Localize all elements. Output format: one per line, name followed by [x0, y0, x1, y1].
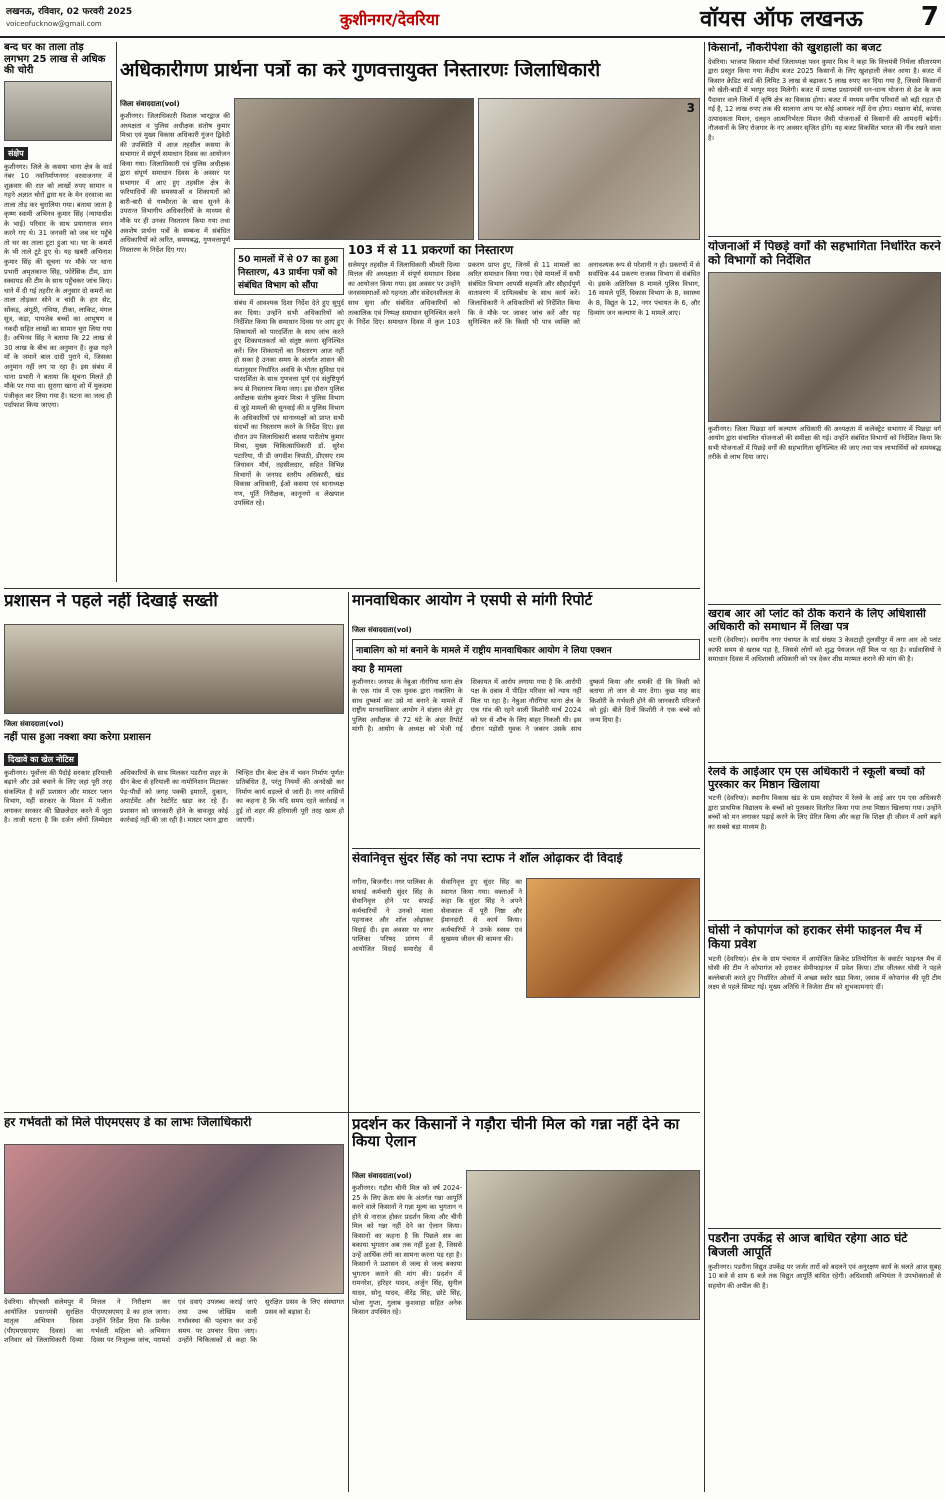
main-body-3: सलेमपुर तहसील में जिलाधिकारी श्रीमती दिव्या मित्तल की अध्यक्षता में संपूर्ण समाधान दिवस का आयोजन किया गया। इस अवसर पर उन्होंने जनसमस्याओं को गहनता और संवेदनशीलता के साथ सुना और संबंधित अधिकारियों को तत्कालिक एवं निष्पक्ष समाधान सुनिश्चित करने के निर्देश दिए। समाधान दिवस में कुल 103 प्रकरण प्राप्त हुए, जिनमें से 11 मामलों का त्वरित समाधान किया गया। ऐसे मामलों में सभी संबंधित विभाग आपसी सहमति और सौहार्दपूर्ण वातावरण में दायित्वबोध के साथ कार्य करें। जिलाधिकारी ने अधिकारियों को निर्देशित किया कि वे मौके पर जाकर जांच करें और यह सुनिश्चित करें कि किसी भी पात्र व्यक्ति को अनावश्यक रूप से परेशानी न हो। प्रकरणों में से सर्वाधिक 44 प्रकरण राजस्व विभाग से संबंधित थे। इसके अतिरिक्त 8 मामले पुलिस विभाग, 16 मामले पूर्ति, विकास विभाग के 8, स्वास्थ्य के 8, विद्युत के 12, नगर पंचायत के 6, और दिव्यांग जन कल्याण के 1 मामले आए। [348, 260, 700, 327]
side-power-body: कुशीनगर। पडरौना विद्युत उपकेंद्र पर जर्जर तारों को बदलने एवं अनुरक्षण कार्य के चलते आज सुबह 10 बजे से शाम 6 बजे तक विद्युत आपूर्ति बाधित रहेगी। अधिशासी अभियंता ने उपभोक्ताओं से सहयोग की अपील की है। [708, 1262, 941, 1290]
left-brief-body: कुशीनगर। जिले के कसया थाना क्षेत्र के वार्ड नंबर 10 नवनिर्माणनगर वरवाजनगर में शुक्रवार की रात को लाखों रुपए सामान व गहने अज्ञात चोरों द्वारा घर के मेन दरवाजा का ताला तोड़ कर चुरालिया गया। बताया जाता है कृष्ण स्वामी अभिनव कुमार सिंह (न्यायाधीश के भाई) परिवार के साथ प्रयागराज स्नान करने गए थे। 31 जनवरी को जब घर पहुँचे तो घर का ताला टूटा हुआ था। घर के कमरों के भी ताले टूटे हुए थे। यह खबरी अभिनाश कुमार सिंह की सूचना पर मौके पर थाना प्रभारी अमृतकान्त सिंह, फोरेंसिक टीम, डाग स्क्वायड की टीम के साथ पहुँचकर जांच किए। थाने में दी गई तहरीर के अनुसार दो कमरों का ताला तोड़कर सोने व चांदी के हार सेट, सोंकड़, अंगूठी, नथिया, टीका, लाकिट, मंगल सूत्र, कड़ा, पायजेब बच्चों का आभूषण व नकदी सहित लाखों का सामान चुरा लिया गया है। अभिनव सिंह ने बताया कि 22 लाख से 30 लाख के बीच का अनुमान है। कुछ गहने माँ के जमाने बाल दादी पुराने थे, जिसका अनुमान नहीं लग पा रहा है। इस संबंध में थाना प्रभारी ने बताया कि सूचना मिलते ही मौके पर गया था। सुरागा खाना शो में मुकदमा पंजीकृत कर लिया गया है। घटना का जल्द ही पर्दाफाश किया जाएगा। [4, 162, 112, 410]
farewell-body: नगीना, बिजनौर। नगर पालिका के सफाई कर्मचारी सुंदर सिंह के सेवानिवृत्त होने पर सफाई कर्मचारियों ने उनको माला पहनाकर और शॉल ओढ़ाकर विदाई दी। इस अवसर पर नगर पालिका परिषद प्रांगण में आयोजित विदाई समारोह में सेवानिवृत्त हुए सुंदर सिंह का स्वागत किया गया। वक्ताओं ने कहा कि सुंदर सिंह ने अपने सेवाकाल में पूरी निष्ठा और ईमानदारी से कार्य किया। कर्मचारियों ने उनके स्वस्थ एवं सुखमय जीवन की कामना की। [352, 878, 522, 953]
side-mid-headline: योजनाओं में पिछड़े वर्गों की सहभागिता निर्धारित करने को विभागों को निर्देशित [708, 240, 941, 267]
admin-headline-wrap [4, 592, 344, 622]
side-top-headline: किसानों, नौकरीपेशा की खुशहाली का बजट [708, 42, 882, 54]
side-mid-body: कुशीनगर। जिला पिछड़ा वर्ग कल्याण अधिकारी की अध्यक्षता में कलेक्ट्रेट सभागार में पिछड़ा वर्ग आयोग द्वारा संचालित योजनाओं की समीक्षा की गई। उन्होंने संबंधित विभागों को निर्देशित किया कि सभी योजनाओं में पिछड़े वर्गों की सहभागिता सुनिश्चित की जाए तथा पात्र लाभार्थियों को समयबद्ध तरीके से लाभ दिया जाए। [708, 424, 941, 462]
main-col-3 [348, 244, 700, 582]
rights-body: कुशीनगर। जनपद के नेबुआ नौरंगिया थाना क्षेत्र के एक गांव में एक युवक द्वारा नाबालिग के साथ दुष्कर्म कर उसे मां बनाने के मामले में राष्ट्रीय मानवाधिकार आयोग ने संज्ञान लेते हुए पुलिस अधीक्षक से 72 घंटे के अंदर रिपोर्ट मांगी है। आयोग के अध्यक्ष को भेजी गई शिकायत में आरोप लगाया गया है कि आरोपी पक्ष के दबाव में पीड़ित परिवार को न्याय नहीं मिल पा रहा है। नेबुआ नौरंगिया थाना क्षेत्र के एक गांव की रहने वाली किशोरी मार्च 2024 को घर से शौच के लिए बाहर निकली थी। इस दौरान पड़ोसी युवक ने जबरन उसके साथ दुष्कर्म किया और धमकी दी कि किसी को बताया तो जान से मार देगा। कुछ माह बाद किशोरी के गर्भवती होने की जानकारी परिजनों को हुई। बीते दिनों किशोरी ने एक बच्चे को जन्म दिया है। [352, 677, 700, 734]
protest-byline: जिला संवाददाता(vol) [352, 1172, 412, 1180]
rights-body-wrap [352, 624, 700, 844]
dateline: लखनऊ, रविवार, 02 फरवरी 2025 [6, 7, 133, 17]
main-byline: जिला संवाददाता(vol) [120, 100, 180, 108]
rights-byline: जिला संवाददाता(vol) [352, 626, 412, 634]
left-brief-photo [4, 81, 112, 141]
farewell-body-wrap [352, 878, 522, 1104]
main-photo-officials [478, 98, 700, 240]
side-sport-headline: घोसी ने कोपागंज को हराकर सेमी फाइनल मैच में किया प्रवेश [708, 924, 922, 951]
left-brief-headline: बन्द घर का ताला तोड़ लगभग 25 लाख से अधिक की चोरी [4, 42, 106, 76]
pmsma-body: देवरिया। सीएचसी सलेमपुर में आयोजित प्रधानमंत्री सुरक्षित मातृत्व अभियान दिवस (पीएमएसएमए दिवस) का शनिवार को जिलाधिकारी दिव्या मित्तल ने निरीक्षण कर पीएमएसएमए डे का हाल जाना। उन्होंने निर्देश दिया कि प्रत्येक गर्भवती महिला को अभियान दिवस पर निःशुल्क जांच, परामर्श एवं दवाएं उपलब्ध कराई जाएं तथा उच्च जोखिम वाली गर्भावस्था की पहचान कर उन्हें समय पर उपचार दिया जाए। उन्होंने चिकित्सकों से कहा कि सुरक्षित प्रसव के लिए संस्थागत प्रसव को बढ़ावा दें। [4, 1298, 344, 1345]
pmsma-headline-wrap [4, 1116, 344, 1142]
brief-tag: संक्षेप [4, 147, 28, 160]
side-railway-headline: खराब आर ओ प्लांट को ठीक कराने के लिए अधिशासी अधिकारी को समाधान में लिखा पत्र [708, 608, 926, 633]
pmsma-body-wrap [4, 1298, 344, 1494]
main-body-2: संबंध में आवश्यक दिशा निर्देश देते हुए सुपुर्द कर दिया। उन्होंने सभी अधिकारियों को निर्देशित किया कि समाधान दिवस पर आए हुए शिकायतों को पारदर्शिता के साथ जांच करते हुए शिकायतकर्ता को संतुष्ट करना सुनिश्चित करें। जिन शिकायतों का निस्तारण आज नहीं हो सका है उनका समय के अंतर्गत शासन की मंशानुसार निर्धारित अवधि के भीतर सुविधा एवं पारदर्शिता के साथ गुणवत्ता पूर्ण एवं संतुष्टिपूर्ण रूप से निस्तारण किया जाए। इस दौरान पुलिस अधीक्षक संतोष कुमार मिश्रा ने पुलिस विभाग से जुड़े मामलों की सुनवाई की व पुलिस विभाग के अधिकारियों एवं थानाध्यक्षों को प्राप्त सभी संदर्भों का निस्तारण करने के निर्देश दिए। इस दौरान उप जिलाधिकारी कसया पारीतोष कुमार मिश्रा, मुख्य चिकित्साधिकारी डॉ. सुरेश पटारिया, पी डी जगदीश त्रिपाठी, डीएसए राम जियावन मौर्य, तहसीलदार, सहित विभिन्न विभागों के जनपद स्तरीय अधिकारी, खंड विकास अधिकारी, ईओ कसया एवं थानाध्यक्ष गण, पूर्ति निरीक्षक, कानूनगो व लेखपाल उपस्थित रहे। [234, 299, 344, 508]
side-power-headline: पडरौना उपकेंद्र से आज बाधित रहेगा आठ घंटे बिजली आपूर्ति [708, 1232, 908, 1259]
email: voiceofucknow@gmail.com [6, 20, 102, 28]
main-pullquote: 50 मामलों में से 07 का हुआ निस्तारण, 43 प्रार्थना पत्रों को संबंधित विभाग को सौंपा [234, 248, 344, 295]
page-number: 7 [920, 2, 939, 32]
side-power [708, 1232, 941, 1492]
protest-photo [466, 1170, 700, 1320]
farewell-photo [526, 878, 700, 998]
side-rpf-body: भटनी (देवरिया)। स्थानीय विकास खंड के ग्राम साहोपार में रेलवे के आई आर एम एस अधिकारी द्वारा प्राथमिक विद्यालय के बच्चों को पुरस्कार वितरित किया गया तथा मिष्ठान खिलाया गया। उन्होंने बच्चों को मन लगाकर पढ़ाई करने के लिए प्रेरित किया और कहा कि शिक्षा ही जीवन में आगे बढ़ने का सबसे बड़ा माध्यम है। [708, 794, 941, 831]
protest-body: कुशीनगर। गड़ौरा चीनी मिल को वर्ष 2024-25 के लिए क्रेता संघ के अंतर्गत गन्ना आपूर्ति करने वाले किसानों ने गन्ना मूल्य का भुगतान न होने से नाराज होकर प्रदर्शन किया और चीनी मिल को गन्ना नहीं देने का ऐलान किया। किसानों का कहना है कि पिछले सत्र का बकाया भुगतान अब तक नहीं हुआ है, जिससे उन्हें आर्थिक तंगी का सामना करना पड़ रहा है। किसानों ने प्रशासन से जल्द से जल्द बकाया भुगतान कराने की मांग की। प्रदर्शन में रामनरेश, हरिहर यादव, अर्जुन सिंह, सुनील यादव, सोनू यादव, वीरेंद्र सिंह, छोटे सिंह, भोला गुप्ता, गुलाब कुशवाहा सहित अनेक किसान उपस्थित रहे। [352, 1184, 462, 1317]
masthead [0, 0, 945, 38]
photo-number: 3 [686, 101, 695, 115]
left-brief [4, 42, 112, 582]
rights-headline: मानवाधिकार आयोग ने एसपी से मांगी रिपोर्ट [352, 592, 593, 609]
side-rpf-headline: रेलवे के आईआर एम एस अधिकारी ने स्कूली बच्चों को पुरस्कार कर मिष्ठान खिलाया [708, 766, 925, 791]
protest-headline: प्रदर्शन कर किसानों ने गड़ौरा चीनी मिल को गन्ना नहीं देने का किया ऐलान [352, 1116, 680, 1151]
main-headline: अधिकारीगण प्रार्थना पत्रों का करे गुणवत्तायुक्त निस्तारणः जिलाधिकारी [120, 60, 601, 81]
rights-pullquote: नाबालिग को मां बनाने के मामले में राष्ट्रीय मानवाधिकार आयोग ने लिया एक्शन [352, 639, 700, 660]
protest-headline-wrap [352, 1116, 700, 1168]
farewell-headline: सेवानिवृत्त सुंदर सिंह को नपा स्टाफ ने शॉल ओढ़ाकर दी विदाई [352, 852, 623, 865]
section-title: कुशीनगर/देवरिया [340, 10, 440, 29]
main-photo-meeting [234, 98, 474, 240]
main-col-2 [234, 244, 344, 582]
admin-body-wrap [4, 718, 344, 1108]
side-sport [708, 924, 941, 1224]
rights-headline-wrap [352, 592, 700, 622]
farewell-headline-wrap [352, 852, 700, 876]
pmsma-photo [4, 1144, 344, 1294]
admin-headline: प्रशासन ने पहले नहीं दिखाई सख्ती [4, 592, 218, 611]
side-sport-body: भटनी (देवरिया)। क्षेत्र के ग्राम पंचायत में आयोजित क्रिकेट प्रतियोगिता के क्वार्टर फाइनल मैच में घोसी की टीम ने कोपागंज को हराकर सेमीफाइनल में प्रवेश किया। टॉस जीतकर घोसी ने पहले बल्लेबाजी करते हुए निर्धारित ओवरों में अच्छा स्कोर खड़ा किया, जवाब में कोपागंज की पूरी टीम लक्ष्य से पहले सिमट गई। मुख्य अतिथि ने विजेता टीम को शुभकामनाएं दीं। [708, 954, 941, 992]
brand-logo: वॉयस ऑफ लखनऊ [700, 7, 863, 32]
admin-byline: जिला संवाददाता(vol) [4, 720, 64, 728]
main-headline-wrap [120, 60, 700, 96]
protest-col-1 [352, 1170, 462, 1494]
side-mid [708, 240, 941, 600]
main-body-1: कुशीनगर। जिलाधिकारी विशाल भारद्वाज की अध्यक्षता व पुलिस अधीक्षक संतोष कुमार मिश्रा एवं मुख्य विकास अधिकारी गुंजन द्विवेदी की उपस्थिति में आज तहसील कसया के सभागार में संपूर्ण समाधान दिवस का आयोजन किया गया। जिलाधिकारी एवं पुलिस अधीक्षक द्वारा संपूर्ण समाधान दिवस के अवसर पर सभागार में आए हुए तहसील क्षेत्र के फरियादियों की समस्याओं व शिकायतों को बारी-बारी से गम्भीरता के साथ सुनने के उपरान्त विभागीय अधिकारियों के माध्यम से मौके पर ही उनका निस्तारण किया गया तथा अवशेष प्रार्थना पत्रों के सम्बन्ध में संबंधित अधिकारियों को त्वरित, समयबद्ध, गुणवत्तापूर्ण निस्तारण के निर्देश दिए गए। [120, 112, 230, 254]
side-top-body: देवरिया। भाजपा किसान मोर्चा जिलाध्यक्ष पवन कुमार मिश्र ने कहा कि वित्तमंत्री निर्मला सीतारमण द्वारा प्रस्तुत किया गया केंद्रीय बजट 2025 किसानों के लिए खुशहाली लेकर आया है। बजट में किसान क्रेडिट कार्ड की लिमिट 3 लाख से बढ़ाकर 5 लाख रुपए कर दिया गया है, जिससे किसानों को खेती-बाड़ी में भरपूर मदद मिलेगी। बजट में प्रत्यक्ष प्रधानमंत्री धन-धान्य योजना से देश के कम पैदावार वाले जिलों में कृषि क्षेत्र का विकास होगा। बजट में मध्यम वर्गीय परिवारों को बड़ी राहत दी गई है, 12 लाख रुपए तक की सालाना आय पर कोई आयकर नहीं देना होगा। मखाना बोर्ड, कपास उत्पादकता मिशन, दलहन आत्मनिर्भरता मिशन जैसी योजनाओं से किसानों की आमदनी बढ़ेगी। नौजवानों के लिए रोजगार के नए अवसर सृजित होंगे। यह बजट विकसित भारत की नींव रखने वाला है। [708, 57, 941, 143]
admin-subhead-2: दिखावे का खेल नोटिस [4, 753, 78, 766]
pmsma-headline: हर गर्भवती को मिले पीएमएसए डे का लाभः जिलाधिकारी [4, 1116, 252, 1129]
admin-subhead-1: नहीं पास हुआ नक्शा क्या करेगा प्रशासन [4, 732, 151, 743]
main-subhead: 103 में से 11 प्रकरणों का निस्तारण [348, 244, 514, 257]
side-railway-body: भटनी (देवरिया)। स्थानीय नगर पंचायत के वार्ड संख्या 3 केवटाही तुलसीपुर में लगा आर ओ प्लांट काफी समय से खराब पड़ा है, जिससे लोगों को शुद्ध पेयजल नहीं मिल पा रहा है। वार्डवासियों ने समाधान दिवस में अधिशासी अधिकारी को पत्र देकर शीघ्र मरम्मत कराने की मांग की है। [708, 636, 941, 664]
rights-subhead: क्या है मामला [352, 664, 402, 675]
admin-photo-building [4, 624, 344, 714]
side-rpf [708, 766, 941, 916]
side-mid-photo [708, 272, 941, 422]
admin-body: कुशीनगर। पूर्वोत्तर की पैदोई सरकार हरियाली बढ़ाने और उसे बचाने के लिए जहां पूरी तरह संकल्पित है वहीं प्रशासन और मास्टर प्लान विभाग, यहीं सरकार के मिशन में पलीता लगाकर सरकार की छिछलेदार करने में जुटा है। ताजी घटना है कि दर्जन लोगों जिम्मेदार अधिकारियों के साथ मिलकर पडरौना शहर के ग्रीन बेल्ट से हरियाली का नामोनिशान मिटाकर पेड़-पौधों को जगह पक्की इमारतें, दुकान, अपार्टमेंट और रेस्टोरेंट खड़ा कर रहे हैं। प्रशासन को जानकारी होने के बावजूद कोई कार्रवाई नहीं की जा रही है। मास्टर प्लान द्वारा चिन्हित ग्रीन बेल्ट क्षेत्र में भवन निर्माण पूर्णतः प्रतिबंधित है, परंतु नियमों की अनदेखी कर निर्माण कार्य धड़ल्ले से जारी है। नगर वासियों का कहना है कि यदि समय रहते कार्रवाई न हुई तो शहर की हरियाली पूरी तरह खत्म हो जाएगी। [4, 768, 344, 825]
main-col-1 [120, 98, 230, 582]
side-railway [708, 608, 941, 758]
side-top [708, 42, 941, 232]
